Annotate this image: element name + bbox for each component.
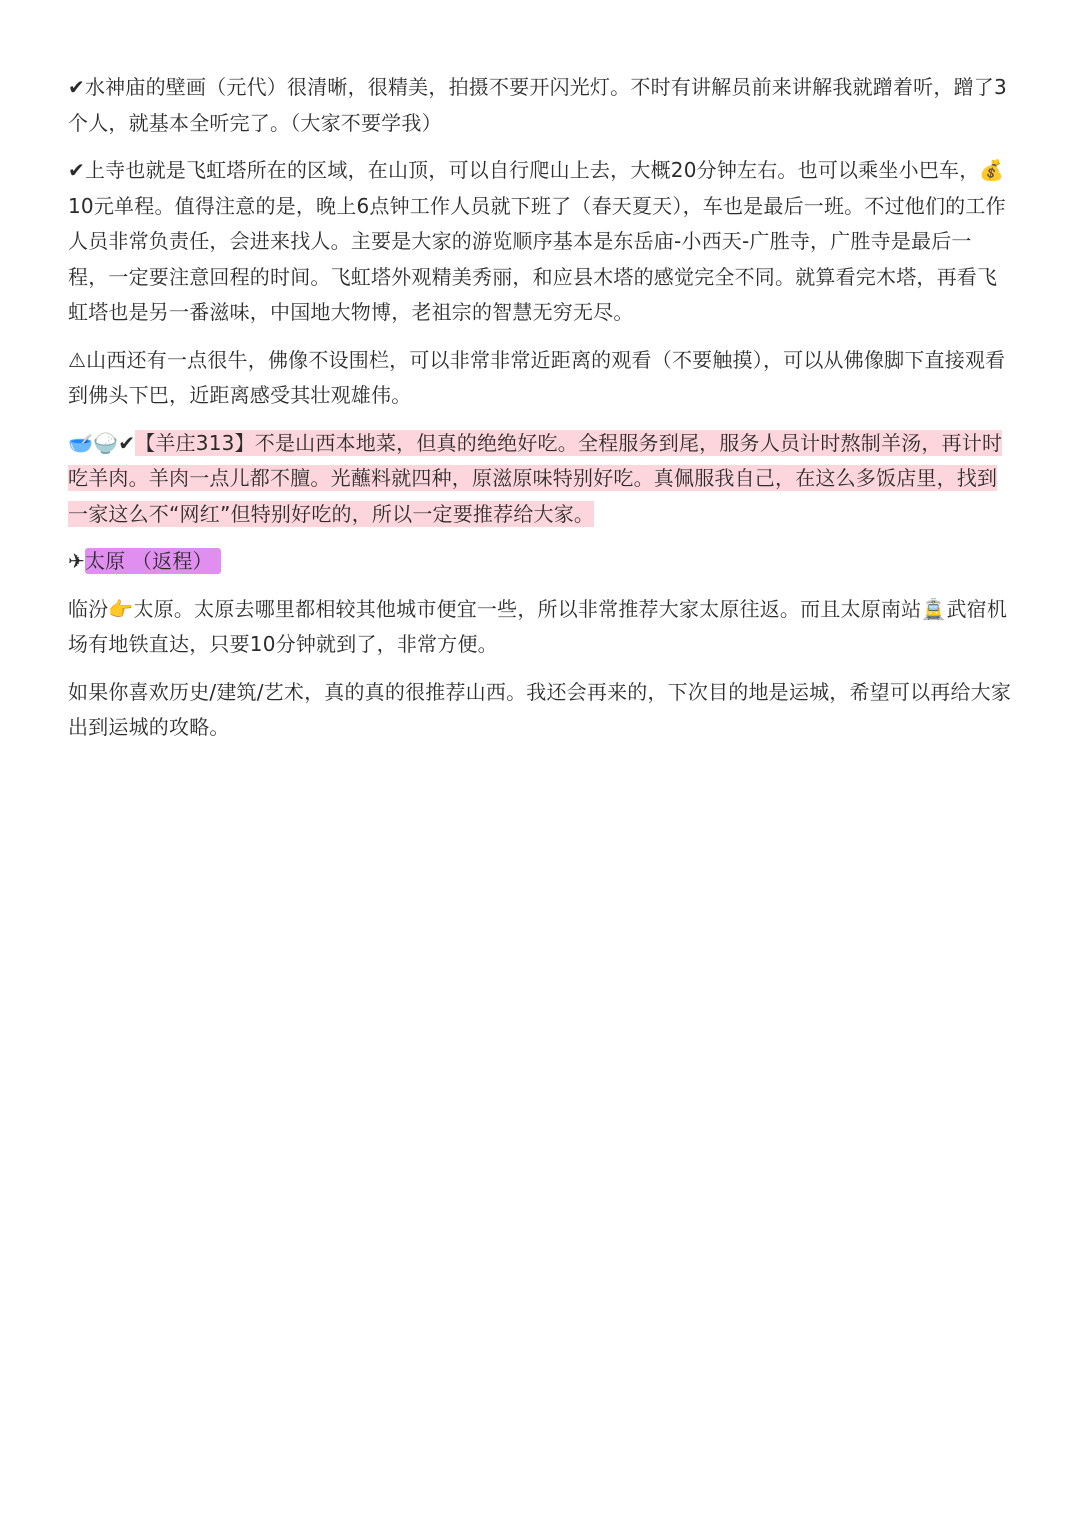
paragraph-upper-temple xyxy=(68,153,1012,331)
paragraph-text: 武宿机场有地铁直达，只要10分钟就到了，非常方便。 xyxy=(68,596,1008,656)
paragraph-text: 10元单程。值得注意的是，晚上6点钟工作人员就下班了（春天夏天），车也是最后一班。不过他们的工作人员非常负责任，会进来找人。主要是大家的游览顺序基本是东岳庙-小西天-广胜寺，广胜寺是最后一程，一定要注意回程的时间。飞虹塔外观精美秀丽，和应县木塔的感觉完全不同。就算看完木塔，再看飞虹塔也是另一番滋味，中国地大物博，老祖宗的智慧无穷无尽。 xyxy=(68,193,1006,324)
paragraph-text: 临汾 xyxy=(68,596,109,621)
check-icon: ✔ xyxy=(68,75,85,99)
article-body xyxy=(68,70,1012,758)
food-bowl-icons: 🥣🍚✔ xyxy=(68,430,136,455)
paragraph-buddha-statues xyxy=(68,343,1012,414)
money-bag-icon: 💰 xyxy=(979,158,1005,182)
paragraph-taiyuan-transport xyxy=(68,592,1012,663)
pointing-hand-icon: 👉 xyxy=(108,596,134,621)
heading-text: 太原 （返程） xyxy=(85,548,221,574)
paragraph-text: 山西还有一点很牛，佛像不设围栏，可以非常非常近距离的观看（不要触摸），可以从佛像脚下直接观看到佛头下巴，近距离感受其壮观雄伟。 xyxy=(68,347,1006,407)
airplane-icon: ✈ xyxy=(68,549,85,573)
paragraph-text: 上寺也就是飞虹塔所在的区域，在山顶，可以自行爬山上去，大概20分钟左右。也可以乘坐小巴车， xyxy=(84,158,980,182)
paragraph-text: 太原。太原去哪里都相较其他城市便宜一些，所以非常推荐大家太原往返。而且太原南站 xyxy=(133,596,922,621)
paragraph-text: 如果你喜欢历史/建筑/艺术，真的真的很推荐山西。我还会再来的，下次目的地是运城，希望可以再给大家出到运城的攻略。 xyxy=(68,679,1012,739)
check-icon: ✔ xyxy=(68,158,85,182)
highlighted-text: 【羊庄313】不是山西本地菜，但真的绝绝好吃。全程服务到尾，服务人员计时熬制羊汤，再计时吃羊肉。羊肉一点儿都不膻。光蘸料就四种，原滋原味特别好吃。真佩服我自己，在这么多饭店里，找到一家这么不“网红”但特别好吃的，所以一定要推荐给大家。 xyxy=(68,430,1003,526)
tram-icon: 🚊 xyxy=(921,596,947,621)
paragraph-restaurant xyxy=(68,426,1012,533)
section-heading-taiyuan xyxy=(68,544,1012,580)
warning-icon: ⚠ xyxy=(68,347,87,372)
paragraph-water-temple-murals xyxy=(68,70,1012,141)
paragraph-text: 水神庙的壁画（元代）很清晰，很精美，拍摄不要开闪光灯。不时有讲解员前来讲解我就蹭着听，蹭了3个人，就基本全听完了。（大家不要学我） xyxy=(68,75,1007,135)
paragraph-conclusion xyxy=(68,675,1012,746)
